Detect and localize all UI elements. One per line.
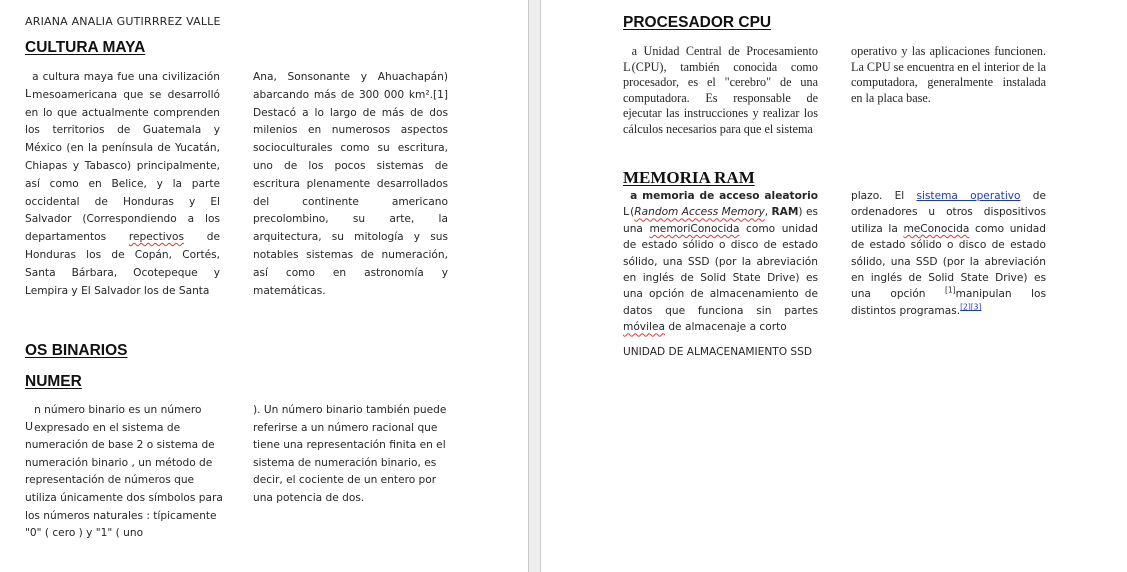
cpu-col1-text: a Unidad Central de Procesamiento (CPU), también conocida como procesador, es el "cerebro" de una computadora. Es responsable de ejecutar las instrucciones y realizar los cálculos necesarios para que el sistema <box>623 44 818 136</box>
cpu-column-1 <box>623 44 818 138</box>
right-page <box>541 0 1127 572</box>
maya-col1-text-rest: de Honduras los de Copán, Cortés, Santa Bárbara, Ocotepeque y Lempira y El Salvador los de Santa <box>25 231 220 297</box>
ram-col2-spelling-error: meConocida <box>903 222 970 235</box>
ram-text-b: como unidad de estado sólido o disco de estado sólido, una SSD (por la abreviación en inglés de Solid State Drive) es una opción de almacenamiento de datos que funciona sin partes <box>623 222 819 317</box>
link-sistema-operativo[interactable]: sistema operativo <box>916 190 1021 202</box>
binarios-dropcap: U <box>25 420 34 433</box>
ram-col2-lead: plazo. El <box>851 190 917 202</box>
heading-cultura-maya: CULTURA MAYA <box>25 39 146 56</box>
ram-spelling-error-2: móvilea <box>623 321 665 334</box>
ram-column-1 <box>623 188 818 336</box>
maya-spelling-error: repectivos <box>128 231 184 244</box>
page-gutter <box>528 0 541 572</box>
ram-spelling-error-1: memoriConocida <box>649 222 740 235</box>
ram-bold-term: a memoria de acceso aleatorio <box>630 190 818 202</box>
cpu-column-2: operativo y las aplicaciones funcionen. La CPU se encuentra en el interior de la computadora, generalmente instalada en la placa base. <box>851 44 1046 105</box>
ram-col2-text-a: de ordenadores u otros dispositivos utiliza la <box>851 190 1046 235</box>
heading-procesador-cpu: PROCESADOR CPU <box>623 14 772 31</box>
heading-numer: NUMER <box>25 373 82 390</box>
maya-col1-text: a cultura maya fue una civilización mesoamericana que se desarrolló en lo que actualmente comprenden los territorios de Guatemala y México (en la península de Yucatán, Chiapas y Tabasco) principalmente, así como en Belice, y la parte occidental de Honduras y El Salvador (Correspondiendo a los departamentos <box>25 71 220 244</box>
ram-ref-links[interactable]: [2][3] <box>960 302 982 312</box>
ram-text-a: ) es una <box>623 206 818 235</box>
left-page <box>0 0 528 572</box>
ram-column-2 <box>851 188 1046 319</box>
binarios-column-1 <box>25 402 223 543</box>
author-name: ARIANA ANALIA GUTIRRREZ VALLE <box>25 15 221 28</box>
ram-italic-term: Random Access Memory <box>634 206 765 219</box>
ram-comma: , <box>764 206 772 219</box>
ssd-caption: UNIDAD DE ALMACENAMIENTO SSD <box>623 346 813 358</box>
maya-column-1 <box>25 69 220 300</box>
maya-column-2: Ana, Sonsonante y Ahuachapán) abarcando más de 300 000 km².[1] Destacó a lo largo de más de dos milenios en numerosos aspectos socioculturales como su escritura, uno de los pocos sistemas de escritura plenamente desarrollados del continente americano precolombino, su arte, la arquitectura, su mitología y sus notables sistemas de numeración, así como en astronomía y matemáticas. <box>253 71 448 297</box>
heading-binarios: OS BINARIOS <box>25 342 128 359</box>
ram-acronym: RAM <box>771 206 799 219</box>
ram-paren: ( <box>630 206 635 219</box>
ram-ref-1: [1] <box>944 285 956 295</box>
ram-col2-text-b: como unidad de estado sólido o disco de estado sólido, una SSD (por la abreviación en inglés de Solid State Drive) es una opción <box>851 222 1047 301</box>
cpu-dropcap: L <box>623 60 631 74</box>
binarios-col1-text: n número binario es un número expresado en el sistema de numeración de base 2 o sistema de numeración binario , un método de representación de números que utiliza únicamente dos símbolos para los números naturales : típicamente "0" ( cero ) y "1" ( uno <box>25 404 223 540</box>
ram-dropcap: L <box>623 205 630 218</box>
binarios-column-2: ). Un número binario también puede referirse a un número racional que tiene una representación finita en el sistema de numeración binario, es decir, el cociente de un entero por una potencia de dos. <box>253 404 447 504</box>
ram-text-c: de almacenaje a corto <box>664 321 787 334</box>
ram-col2-text-c: manipulan los distintos programas. <box>851 288 1047 317</box>
heading-memoria-ram: MEMORIA RAM <box>623 168 755 187</box>
maya-dropcap: L <box>25 87 32 100</box>
